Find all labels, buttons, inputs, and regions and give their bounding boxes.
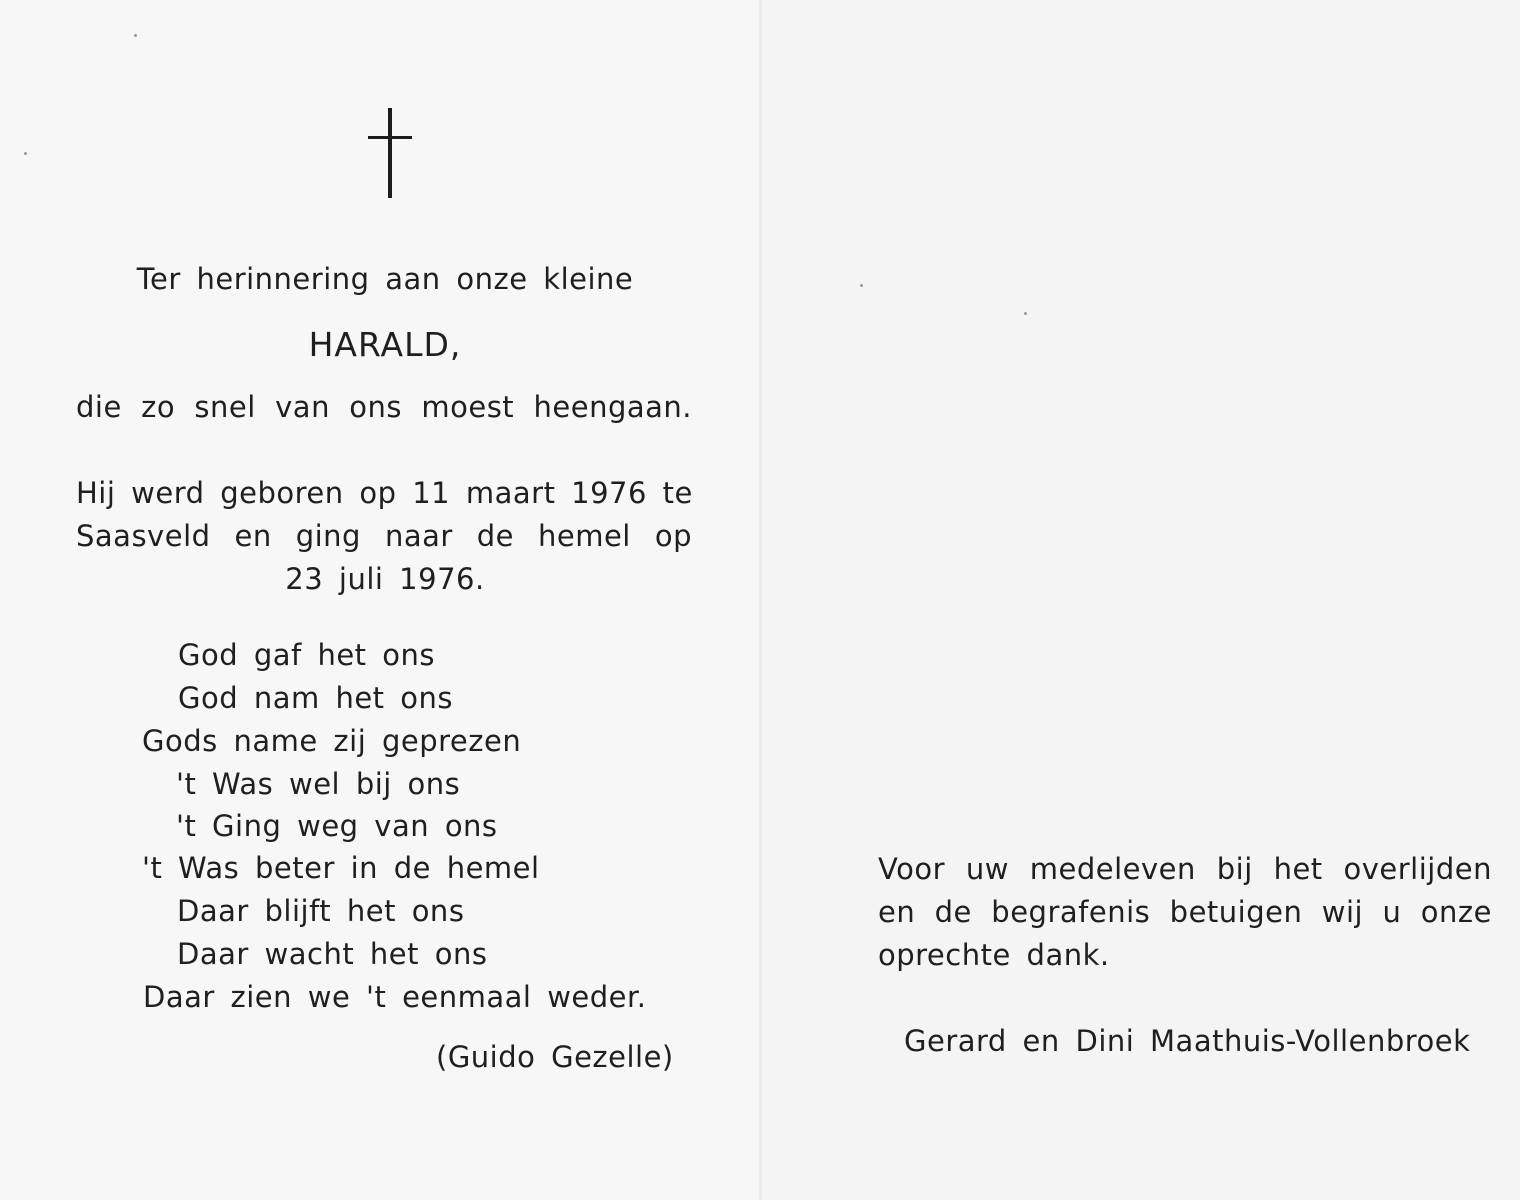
paper-speck [24,152,27,155]
thanks-line-2: en de begrafenis betuigen wij u onze [878,895,1492,929]
poem-line: Daar blijft het ons [177,894,465,928]
poem-author: (Guido Gezelle) [436,1040,674,1074]
poem-line: 't Ging weg van ons [176,809,498,843]
signature: Gerard en Dini Maathuis-Vollenbroek [904,1024,1471,1058]
poem-line: 't Was wel bij ons [176,767,461,801]
poem-line: Daar wacht het ons [177,937,488,971]
paper-speck [1024,312,1027,315]
paper-speck [860,284,863,287]
paper-speck [134,34,137,37]
poem-line: God gaf het ons [178,638,435,672]
poem-line: 't Was beter in de hemel [142,851,540,885]
birth-line-1: Hij werd geboren op 11 maart 1976 te [76,476,693,510]
intro-text: Ter herinnering aan onze kleine [136,262,634,296]
right-panel [762,0,1520,1200]
thanks-line-3: oprechte dank. [878,938,1110,972]
poem-line: Gods name zij geprezen [142,724,522,758]
birth-line-2: Saasveld en ging naar de hemel op [76,519,692,553]
subtitle-text: die zo snel van ons moest heengaan. [76,390,692,424]
cross-icon [368,108,412,198]
poem-line: Daar zien we 't eenmaal weder. [143,980,647,1014]
thanks-line-1: Voor uw medeleven bij het overlijden [878,852,1492,886]
deceased-name: HARALD, [308,325,462,364]
poem-line: God nam het ons [178,681,454,715]
birth-line-3: 23 juli 1976. [285,562,485,596]
